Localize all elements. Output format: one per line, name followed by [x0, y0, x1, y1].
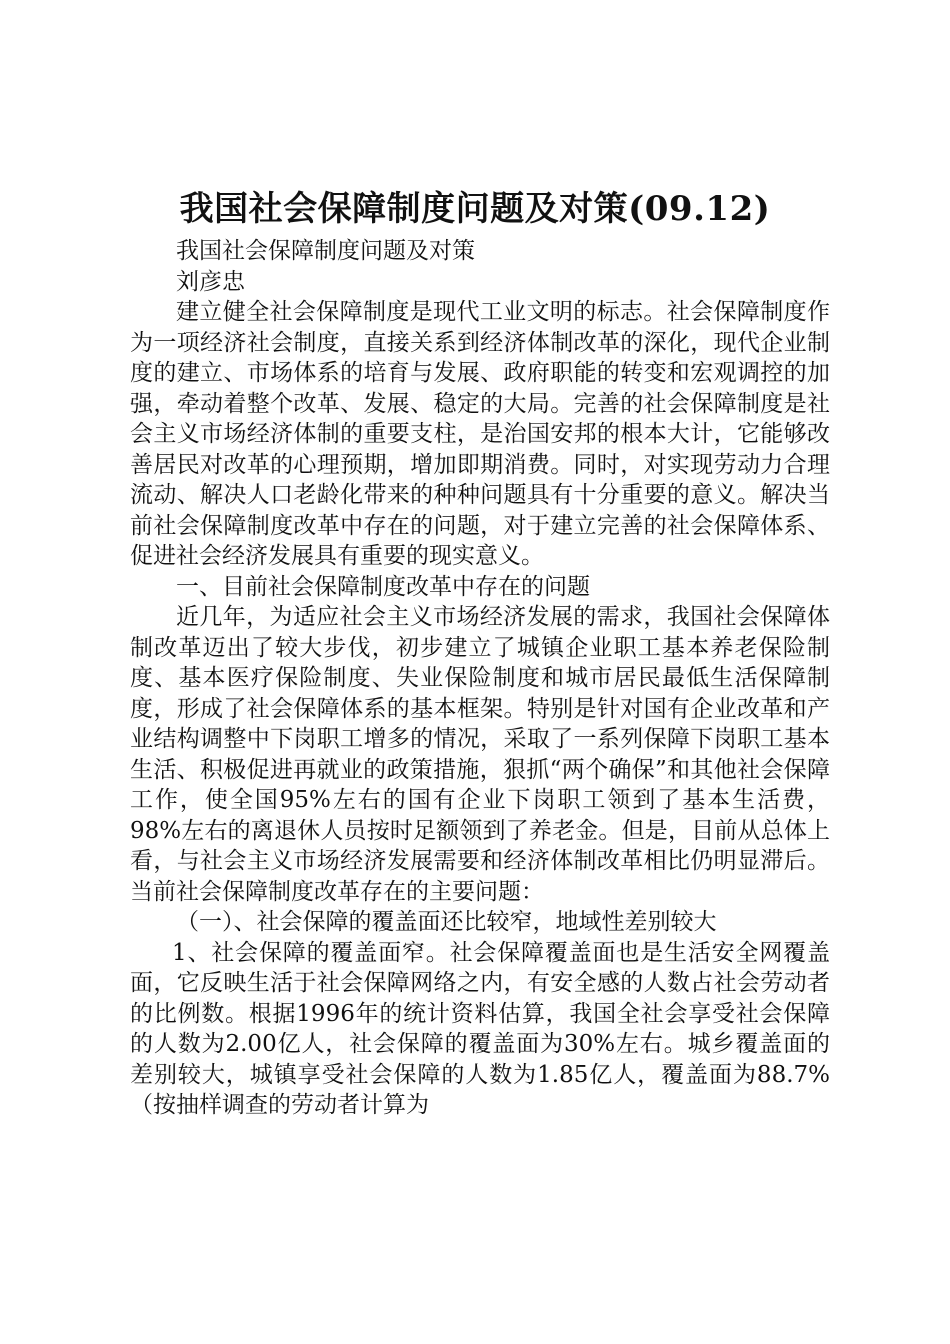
document-subtitle: 我国社会保障制度问题及对策 [176, 238, 475, 264]
document-title: 我国社会保障制度问题及对策(09.12) [179, 189, 771, 229]
subsection-heading-1: （一）、社会保障的覆盖面还比较窄，地域性差别较大 [176, 909, 717, 935]
document-author: 刘彦忠 [176, 268, 245, 295]
section-heading-1: 一、目前社会保障制度改革中存在的问题 [176, 573, 590, 600]
item-paragraph-1: 1、社会保障的覆盖面窄。社会保障覆盖面也是生活安全网覆盖面，它反映生活于社会保障网络之内，有安全感的人数占社会劳动者的比例数。根据1996年的统计资料估算，我国全社会享受社会保障的人数为2.00亿人，社会保障的覆盖面为30%左右。城乡覆盖面的差别较大，城镇享受社会保障的人数为1.85亿人，覆盖面为88.7%（按抽样调查的劳动者计算为 [130, 939, 830, 1118]
document-body [130, 236, 830, 1121]
section-paragraph-1: 近几年，为适应社会主义市场经济发展的需求，我国社会保障体制改革迈出了较大步伐，初步建立了城镇企业职工基本养老保险制度、基本医疗保险制度、失业保险制度和城市居民最低生活保障制度，形成了社会保障体系的基本框架。特别是针对国有企业改革和产业结构调整中下岗职工增多的情况，采取了一系列保障下岗职工基本生活、积极促进再就业的政策措施，狠抓“两个确保”和其他社会保障工作，使全国95%左右的国有企业下岗职工领到了基本生活费，98%左右的离退休人员按时足额领到了养老金。但是，目前从总体上看，与社会主义市场经济发展需要和经济体制改革相比仍明显滞后。当前社会保障制度改革存在的主要问题： [130, 604, 830, 905]
intro-paragraph: 建立健全社会保障制度是现代工业文明的标志。社会保障制度作为一项经济社会制度，直接关系到经济体制改革的深化，现代企业制度的建立、市场体系的培育与发展、政府职能的转变和宏观调控的加强，牵动着整个改革、发展、稳定的大局。完善的社会保障制度是社会主义市场经济体制的重要支柱，是治国安邦的根本大计，它能够改善居民对改革的心理预期，增加即期消费。同时，对实现劳动力合理流动、解决人口老龄化带来的种种问题具有十分重要的意义。解决当前社会保障制度改革中存在的问题，对于建立完善的社会保障体系、促进社会经济发展具有重要的现实意义。 [130, 299, 830, 569]
